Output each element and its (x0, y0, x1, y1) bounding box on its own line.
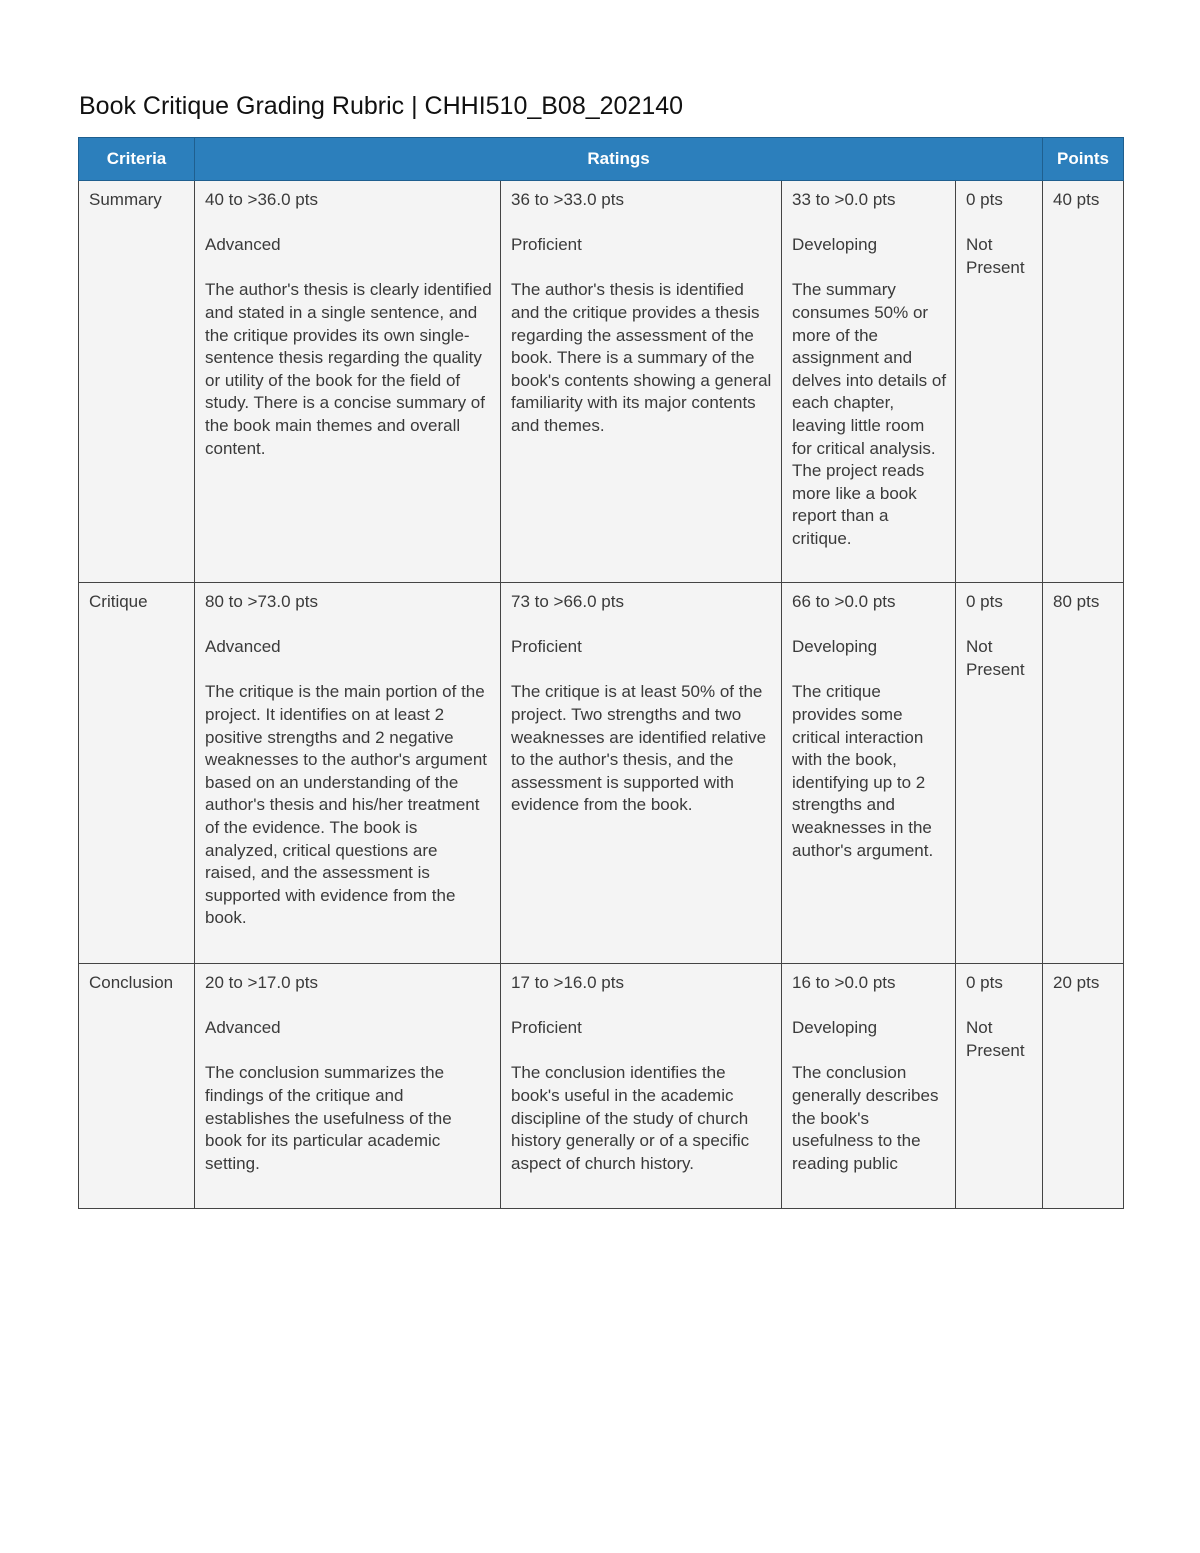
rating-level: Not Present (966, 1018, 1025, 1060)
rating-cell (782, 964, 956, 1209)
points-cell (1043, 181, 1124, 583)
criterion-label: Critique (89, 592, 148, 611)
rating-level: Advanced (205, 1018, 281, 1038)
rating-description: The conclusion summarizes the findings of the critique and establishes the usefulness of the book for its particular academic setting. (205, 1063, 452, 1173)
points-header: Points (1043, 138, 1124, 181)
ratings-header: Ratings (195, 138, 1043, 181)
rating-cell (956, 964, 1043, 1209)
criterion-label: Conclusion (89, 973, 174, 992)
rating-points: 36 to >33.0 pts (511, 190, 624, 209)
rating-description: The critique is the main portion of the project. It identifies on at least 2 positive strengths and 2 negative weaknesses to the author's argument based on an understanding of the author's thesis and his/her treatment of the evidence. The book is analyzed, critical questions are raised, and the assessment is supported with evidence from the book. (205, 682, 488, 928)
rating-cell (195, 181, 501, 583)
rating-points: 66 to >0.0 pts (792, 592, 896, 611)
criterion-cell (79, 583, 195, 964)
points-cell (1043, 964, 1124, 1209)
points-value: 80 pts (1053, 592, 1100, 611)
rating-description: The conclusion identifies the book's useful in the academic discipline of the study of church history generally or of a specific aspect of church history. (511, 1063, 750, 1173)
rating-points: 20 to >17.0 pts (205, 973, 318, 992)
points-cell (1043, 583, 1124, 964)
rating-cell (501, 583, 782, 964)
criterion-cell (79, 181, 195, 583)
rating-level: Advanced (205, 637, 281, 657)
rating-points: 33 to >0.0 pts (792, 190, 896, 209)
rubric-table (78, 137, 1124, 1209)
rating-points: 0 pts (966, 190, 1003, 209)
header-row (79, 138, 1124, 181)
rating-cell (956, 181, 1043, 583)
page-title: Book Critique Grading Rubric | CHHI510_B08_202140 (79, 92, 684, 120)
rating-description: The summary consumes 50% or more of the assignment and delves into details of each chapter, leaving little room for critical analysis. The project reads more like a book report than a critique. (792, 280, 947, 548)
rating-level: Not Present (966, 637, 1025, 679)
rating-description: The critique provides some critical interaction with the book, identifying up to 2 strengths and weaknesses in the author's argument. (792, 682, 934, 860)
points-value: 40 pts (1053, 190, 1100, 209)
rating-points: 0 pts (966, 592, 1003, 611)
table-row (79, 964, 1124, 1209)
rating-points: 73 to >66.0 pts (511, 592, 624, 611)
rating-level: Developing (792, 235, 878, 255)
rating-level: Not Present (966, 235, 1025, 277)
rating-cell (782, 181, 956, 583)
rating-points: 40 to >36.0 pts (205, 190, 318, 209)
rating-points: 0 pts (966, 973, 1003, 992)
rating-cell (195, 964, 501, 1209)
rating-cell (195, 583, 501, 964)
rating-level: Proficient (511, 1018, 582, 1038)
rating-cell (501, 181, 782, 583)
rating-description: The author's thesis is identified and the critique provides a thesis regarding the assessment of the book. There is a summary of the book's contents showing a general familiarity with its major contents and themes. (511, 280, 772, 435)
rating-description: The conclusion generally describes the book's usefulness to the reading public (792, 1063, 939, 1173)
rating-points: 17 to >16.0 pts (511, 973, 624, 992)
rating-level: Advanced (205, 235, 281, 255)
rating-level: Developing (792, 637, 878, 657)
rating-cell (501, 964, 782, 1209)
rating-points: 16 to >0.0 pts (792, 973, 896, 992)
rating-level: Proficient (511, 637, 582, 657)
points-value: 20 pts (1053, 973, 1100, 992)
table-row (79, 583, 1124, 964)
rating-description: The author's thesis is clearly identified and stated in a single sentence, and the critique provides its own single-sentence thesis regarding the quality or utility of the book for the field of study. There is a concise summary of the book main themes and overall content. (205, 280, 492, 458)
rating-level: Proficient (511, 235, 582, 255)
criterion-label: Summary (89, 190, 162, 209)
rating-description: The critique is at least 50% of the project. Two strengths and two weaknesses are identified relative to the author's thesis, and the assessment is supported with evidence from the book. (511, 682, 767, 815)
criteria-header: Criteria (79, 138, 195, 181)
criterion-cell (79, 964, 195, 1209)
rating-cell (782, 583, 956, 964)
rating-level: Developing (792, 1018, 878, 1038)
rating-points: 80 to >73.0 pts (205, 592, 318, 611)
table-row (79, 181, 1124, 583)
rating-cell (956, 583, 1043, 964)
